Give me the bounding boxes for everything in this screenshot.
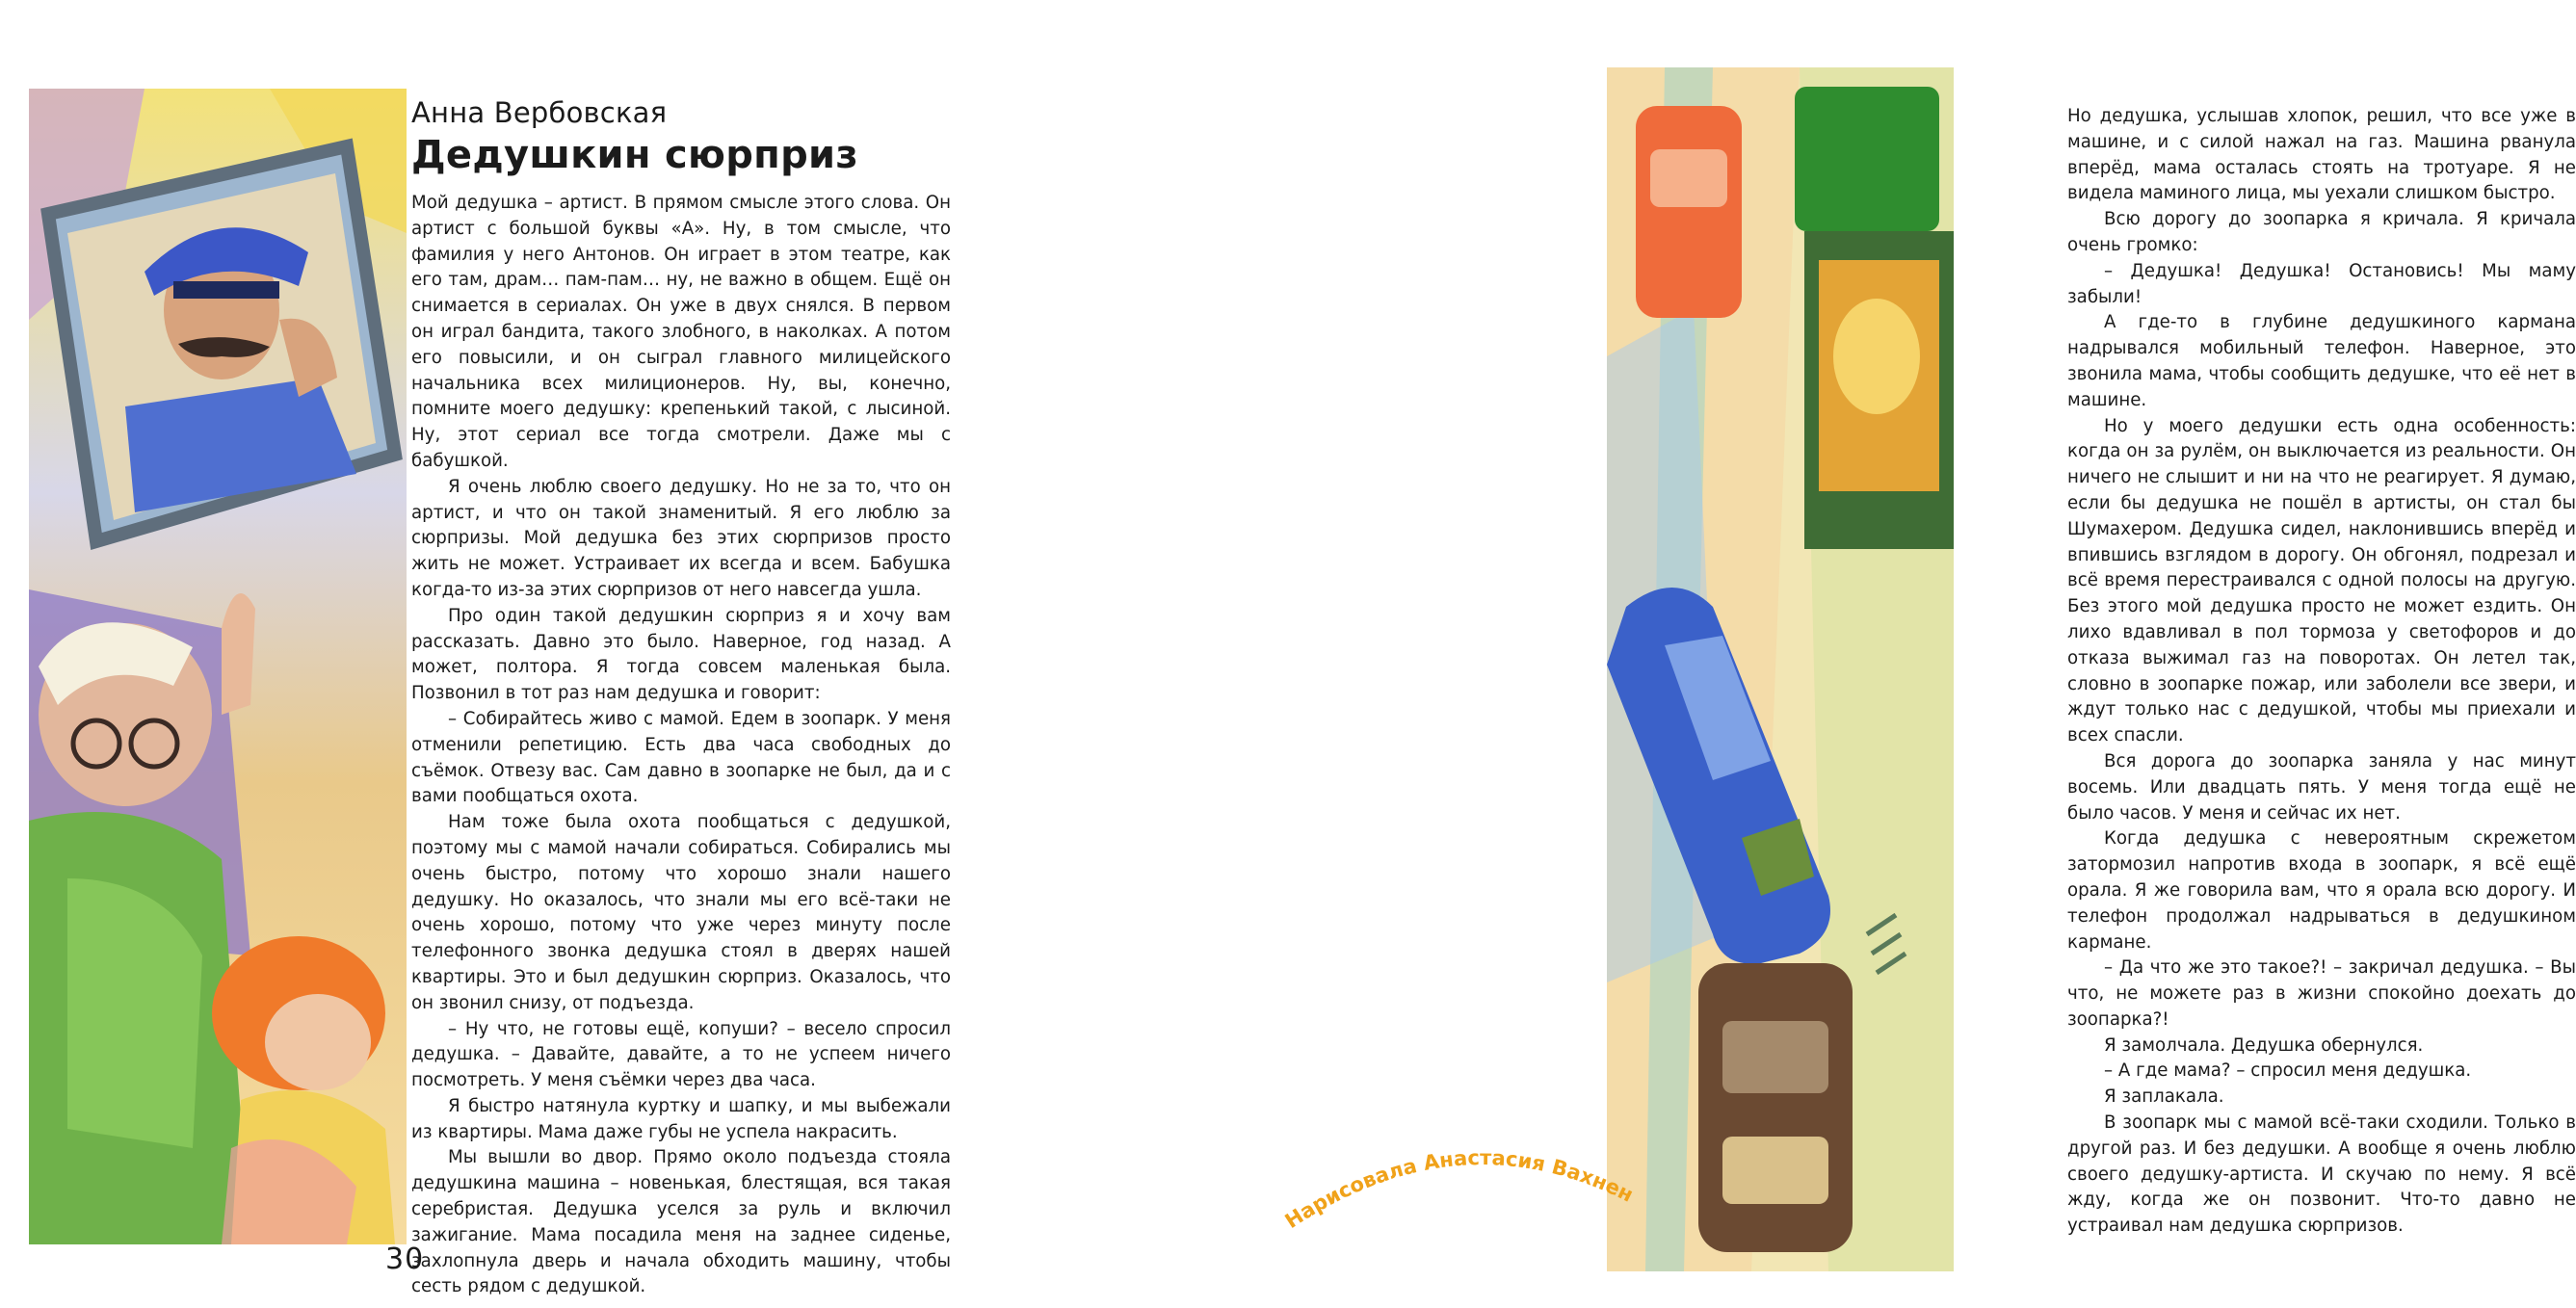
page-number: 30 (385, 1243, 425, 1276)
paragraph: Мой дедушка – артист. В прямом смысле этого слова. Он артист с большой буквы «А». Ну, в том смысле, что фамилия у него Антонов. Он играет в этом театре, как его там, драм… пам-пам… ну, не важно в общем. Ещё он снимается в сериалах. Он уже в двух снялся. В первом он играл бандита, такого злобного, в наколках. А потом его повысили, и он сыграл главного милицейского начальника всех милиционеров. Ну, вы, конечно, помните моего дедушку: крепенький такой, с лысиной. Ну, этот сериал все тогда смотрели. Даже мы с бабушкой. (411, 193, 951, 471)
illustration-grandfather-tv (29, 89, 407, 1244)
paragraph: – Дедушка! Дедушка! Остановись! Мы маму забыли! (2067, 260, 2576, 307)
right-body-text (2067, 104, 2576, 1240)
paragraph: Но у моего дедушки есть одна особенность: когда он за рулём, он выключается из реальности. Он ничего не слышит и ни на что не реагирует. Я думаю, если бы дедушка не пошёл в артисты, он стал бы Шумахером. Дедушка сидел, наклонившись вперёд и впившись взглядом в дорогу. Он обгонял, подрезал и всё время перестраивался с одной полосы на другую. Без этого мой дедушка просто не может ездить. Он лихо вдавливал в пол тормоза у светофоров и до отказа выжимал газ на поворотах. Он летел так, словно в зоопарке пожар, или заболели все звери, и ждут только нас с дедушкой, чтобы мы приехали и всех спасли. (2067, 415, 2576, 746)
paragraph: В зоопарк мы с мамой всё-таки сходили. Только в другой раз. И без дедушки. А вообще я очень люблю своего дедушку-артиста. И скучаю по нему. Я всё жду, когда же он позвонит. Что-то давно не устраивал нам дедушка сюрпризов. (2067, 1112, 2576, 1237)
paragraph: Мы вышли во двор. Прямо около подъезда стояла дедушкина машина – новенькая, блестящая, вся такая серебристая. Дедушка уселся за руль и включил зажигание. Мама посадила меня на заднее сиденье, захлопнула дверь и начала обходить машину, чтобы сесть рядом с дедушкой. (411, 1147, 951, 1297)
story-title: Дедушкин сюрприз (411, 133, 858, 177)
paragraph: Вся дорога до зоопарка заняла у нас минут восемь. Или двадцать пять. У меня тогда ещё не было часов. У меня и сейчас их нет. (2067, 750, 2576, 824)
paragraph: А где-то в глубине дедушкиного кармана надрывался мобильный телефон. Наверное, это звонила мама, чтобы сообщить дедушке, что её нет в машине. (2067, 312, 2576, 410)
illustrator-credit (1276, 1125, 1643, 1241)
left-page (0, 0, 986, 1308)
paragraph: Я заплакала. (2104, 1086, 2224, 1108)
paragraph: – Ну что, не готовы ещё, копуши? – весело спросил дедушка. – Давайте, давайте, а то не успеем ничего посмотреть. У меня съёмки через два часа. (411, 1018, 951, 1091)
right-text-column (2067, 104, 2576, 1240)
paragraph: Всю дорогу до зоопарка я кричала. Я кричала очень громко: (2067, 209, 2576, 255)
paragraph: Нам тоже была охота пообщаться с дедушкой, поэтому мы с мамой начали собираться. Собирались мы очень быстро, потому что хорошо знали нашего дедушку. Но оказалось, что знали мы его всё-таки не очень хорошо, потому что уже через минуту после телефонного звонка дедушка стоял в дверях нашей квартиры. Это и был дедушкин сюрприз. Оказалось, что он звонил снизу, от подъезда. (411, 812, 951, 1013)
left-body-text (411, 191, 951, 1300)
illustration-grandfather-tv-drawing (29, 89, 407, 1244)
paragraph: Но дедушка, услышав хлопок, решил, что все уже в машине, и с силой нажал на газ. Машина рванула вперёд, мама осталась стоять на тротуаре. Я не видела маминого лица, мы уехали слишком быстро. (2067, 106, 2576, 204)
paragraph: Про один такой дедушкин сюрприз я и хочу вам рассказать. Давно это было. Наверное, год назад. А может, полтора. Я тогда совсем маленькая была. Позвонил в тот раз нам дедушка и говорит: (411, 605, 951, 704)
paragraph: – А где мама? – спросил меня дедушка. (2104, 1060, 2472, 1082)
paragraph: Я замолчала. Дедушка обернулся. (2104, 1034, 2424, 1056)
paragraph: Я очень люблю своего дедушку. Но не за то, что он артист, и что он такой знаменитый. Я его люблю за сюрпризы. Мой дедушка без этих сюрпризов просто жить не может. Устраивает их всегда и всем. Бабушка когда-то из-за этих сюрпризов от него навсегда ушла. (411, 476, 951, 600)
paragraph: – Собирайтесь живо с мамой. Едем в зоопарк. У меня отменили репетицию. Есть два часа свободных до съёмок. Отвезу вас. Сам давно в зоопарке не был, да и с вами пообщаться охота. (411, 708, 951, 807)
illustrator-credit-text (1276, 1125, 1637, 1233)
paragraph: Я быстро натянула куртку и шапку, и мы выбежали из квартиры. Мама даже губы не успела накрасить. (411, 1095, 951, 1142)
illustrator-credit-textpath: Нарисовала Анастасия Вахнен (1280, 1146, 1638, 1234)
paragraph: Когда дедушка с невероятным скрежетом затормозил напротив входа в зоопарк, я всё ещё орала. Я же говорила вам, что я орала всю дорогу. И телефон продолжал надрываться в дедушкином кармане. (2067, 828, 2576, 953)
paragraph: – Да что же это такое?! – закричал дедушка. – Вы что, не можете раз в жизни спокойно доехать до зоопарка?! (2067, 957, 2576, 1030)
left-text-column (411, 96, 951, 1300)
illustrator-credit-arc (1276, 1125, 1643, 1241)
illustration-traffic-cars (1607, 67, 1954, 1271)
author-name: Анна Вербовская (411, 96, 668, 129)
illustration-traffic-cars-drawing (1607, 67, 1954, 1271)
